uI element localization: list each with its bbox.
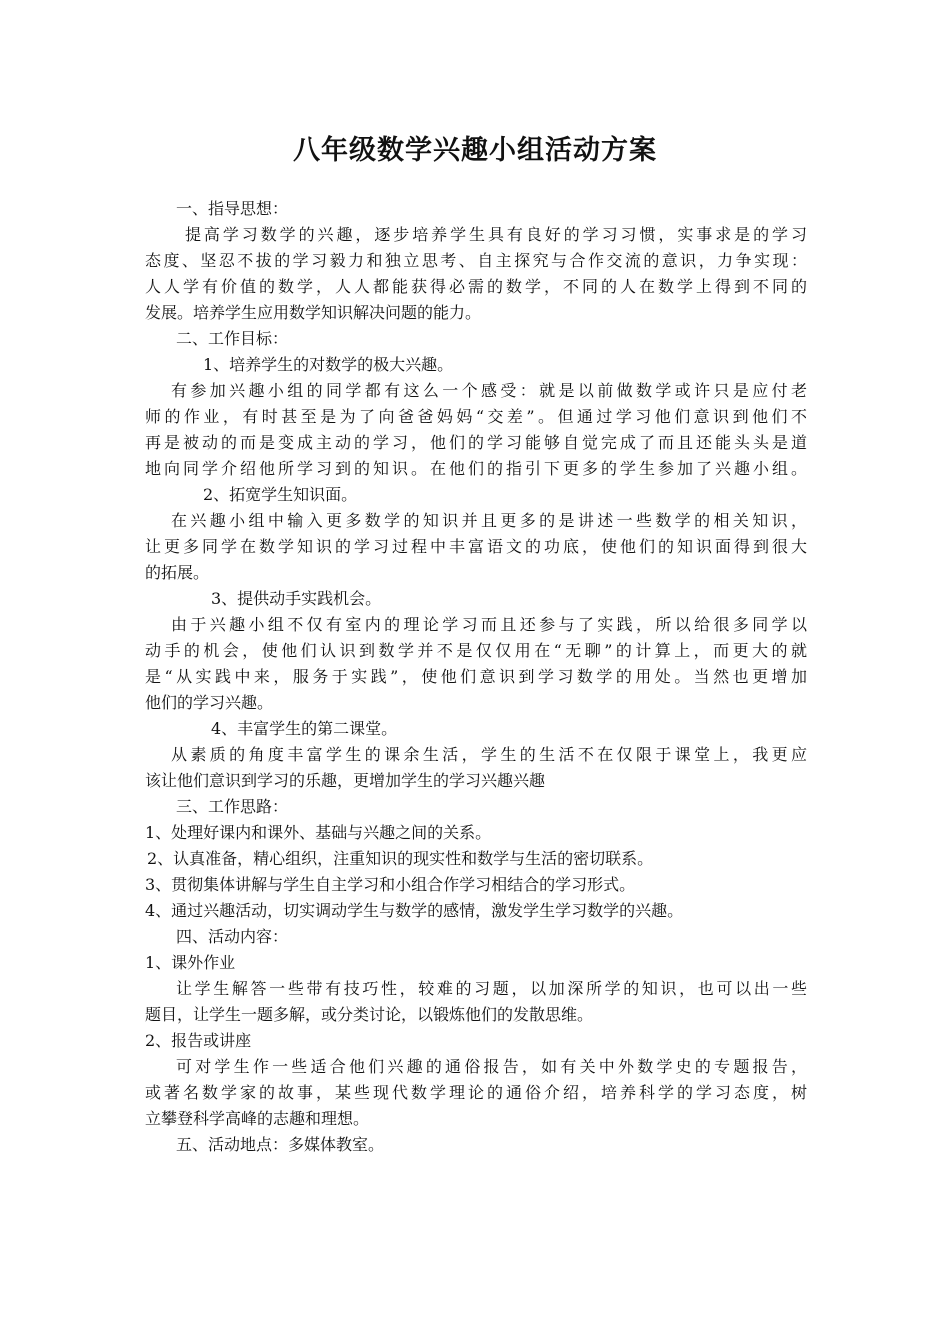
subheading-homework: 1、课外作业 <box>145 953 236 972</box>
paragraph-line: 或著名数学家的故事，某些现代数学理论的通俗介绍，培养科学的学习态度，树 <box>145 1083 807 1102</box>
subheading-goal-2: 2、拓宽学生知识面。 <box>203 485 358 504</box>
subheading-goal-3: 3、提供动手实践机会。 <box>211 589 382 608</box>
paragraph-line: 师的作业，有时甚至是为了向爸爸妈妈“交差”。但通过学习他们意识到他们不 <box>145 407 807 426</box>
paragraph-line: 题目，让学生一题多解，或分类讨论，以锻炼他们的发散思维。 <box>145 1005 594 1024</box>
paragraph-line: 有参加兴趣小组的同学都有这么一个感受：就是以前做数学或许只是应付老 <box>171 381 807 400</box>
paragraph-line: 他们的学习兴趣。 <box>145 693 274 712</box>
document-title: 八年级数学兴趣小组活动方案 <box>293 135 657 166</box>
paragraph-line: 态度、坚忍不拔的学习毅力和独立思考、自主探究与合作交流的意识，力争实现： <box>145 251 807 270</box>
paragraph-line: 的拓展。 <box>145 563 210 582</box>
section-heading-activity-content: 四、活动内容： <box>176 927 289 946</box>
list-item: 1、处理好课内和课外、基础与兴趣之间的关系。 <box>145 823 492 842</box>
section-heading-work-approach: 三、工作思路： <box>176 797 289 816</box>
paragraph-line: 从素质的角度丰富学生的课余生活，学生的生活不在仅限于课堂上，我更应 <box>171 745 807 764</box>
paragraph-line: 提高学习数学的兴趣，逐步培养学生具有良好的学习习惯，实事求是的学习 <box>185 225 807 244</box>
section-heading-work-goals: 二、工作目标： <box>176 329 289 348</box>
paragraph-line: 让学生解答一些带有技巧性，较难的习题，以加深所学的知识，也可以出一些 <box>176 979 807 998</box>
paragraph-line: 该让他们意识到学习的乐趣，更增加学生的学习兴趣兴趣 <box>145 771 546 790</box>
paragraph-line: 可对学生作一些适合他们兴趣的通俗报告，如有关中外数学史的专题报告， <box>176 1057 807 1076</box>
paragraph-line: 人人学有价值的数学，人人都能获得必需的数学，不同的人在数学上得到不同的 <box>145 277 807 296</box>
section-heading-activity-location: 五、活动地点：多媒体教室。 <box>176 1135 385 1154</box>
paragraph-line: 发展。培养学生应用数学知识解决问题的能力。 <box>145 303 482 322</box>
paragraph-line: 动手的机会，使他们认识到数学并不是仅仅用在“无聊”的计算上，而更大的就 <box>145 641 807 660</box>
list-item: 2、认真准备，精心组织，注重知识的现实性和数学与生活的密切联系。 <box>147 849 654 868</box>
paragraph-line: 是“从实践中来，服务于实践”，使他们意识到学习数学的用处。当然也更增加 <box>145 667 807 686</box>
paragraph-line: 再是被动的而是变成主动的学习，他们的学习能够自觉完成了而且还能头头是道 <box>145 433 807 452</box>
subheading-goal-1: 1、培养学生的对数学的极大兴趣。 <box>203 355 454 374</box>
section-heading-guiding-ideology: 一、指导思想： <box>176 199 289 218</box>
paragraph-line: 由于兴趣小组不仅有室内的理论学习而且还参与了实践，所以给很多同学以 <box>171 615 807 634</box>
paragraph-line: 让更多同学在数学知识的学习过程中丰富语文的功底，使他们的知识面得到很大 <box>145 537 807 556</box>
subheading-reports-lectures: 2、报告或讲座 <box>145 1031 252 1050</box>
subheading-goal-4: 4、丰富学生的第二课堂。 <box>211 719 398 738</box>
paragraph-line: 立攀登科学高峰的志趣和理想。 <box>145 1109 370 1128</box>
document-body <box>145 196 807 1158</box>
list-item: 4、通过兴趣活动，切实调动学生与数学的感情，激发学生学习数学的兴趣。 <box>145 901 684 920</box>
paragraph-line: 在兴趣小组中输入更多数学的知识并且更多的是讲述一些数学的相关知识， <box>171 511 807 530</box>
paragraph-line: 地向同学介绍他所学习到的知识。在他们的指引下更多的学生参加了兴趣小组。 <box>145 459 807 478</box>
list-item: 3、贯彻集体讲解与学生自主学习和小组合作学习相结合的学习形式。 <box>145 875 636 894</box>
